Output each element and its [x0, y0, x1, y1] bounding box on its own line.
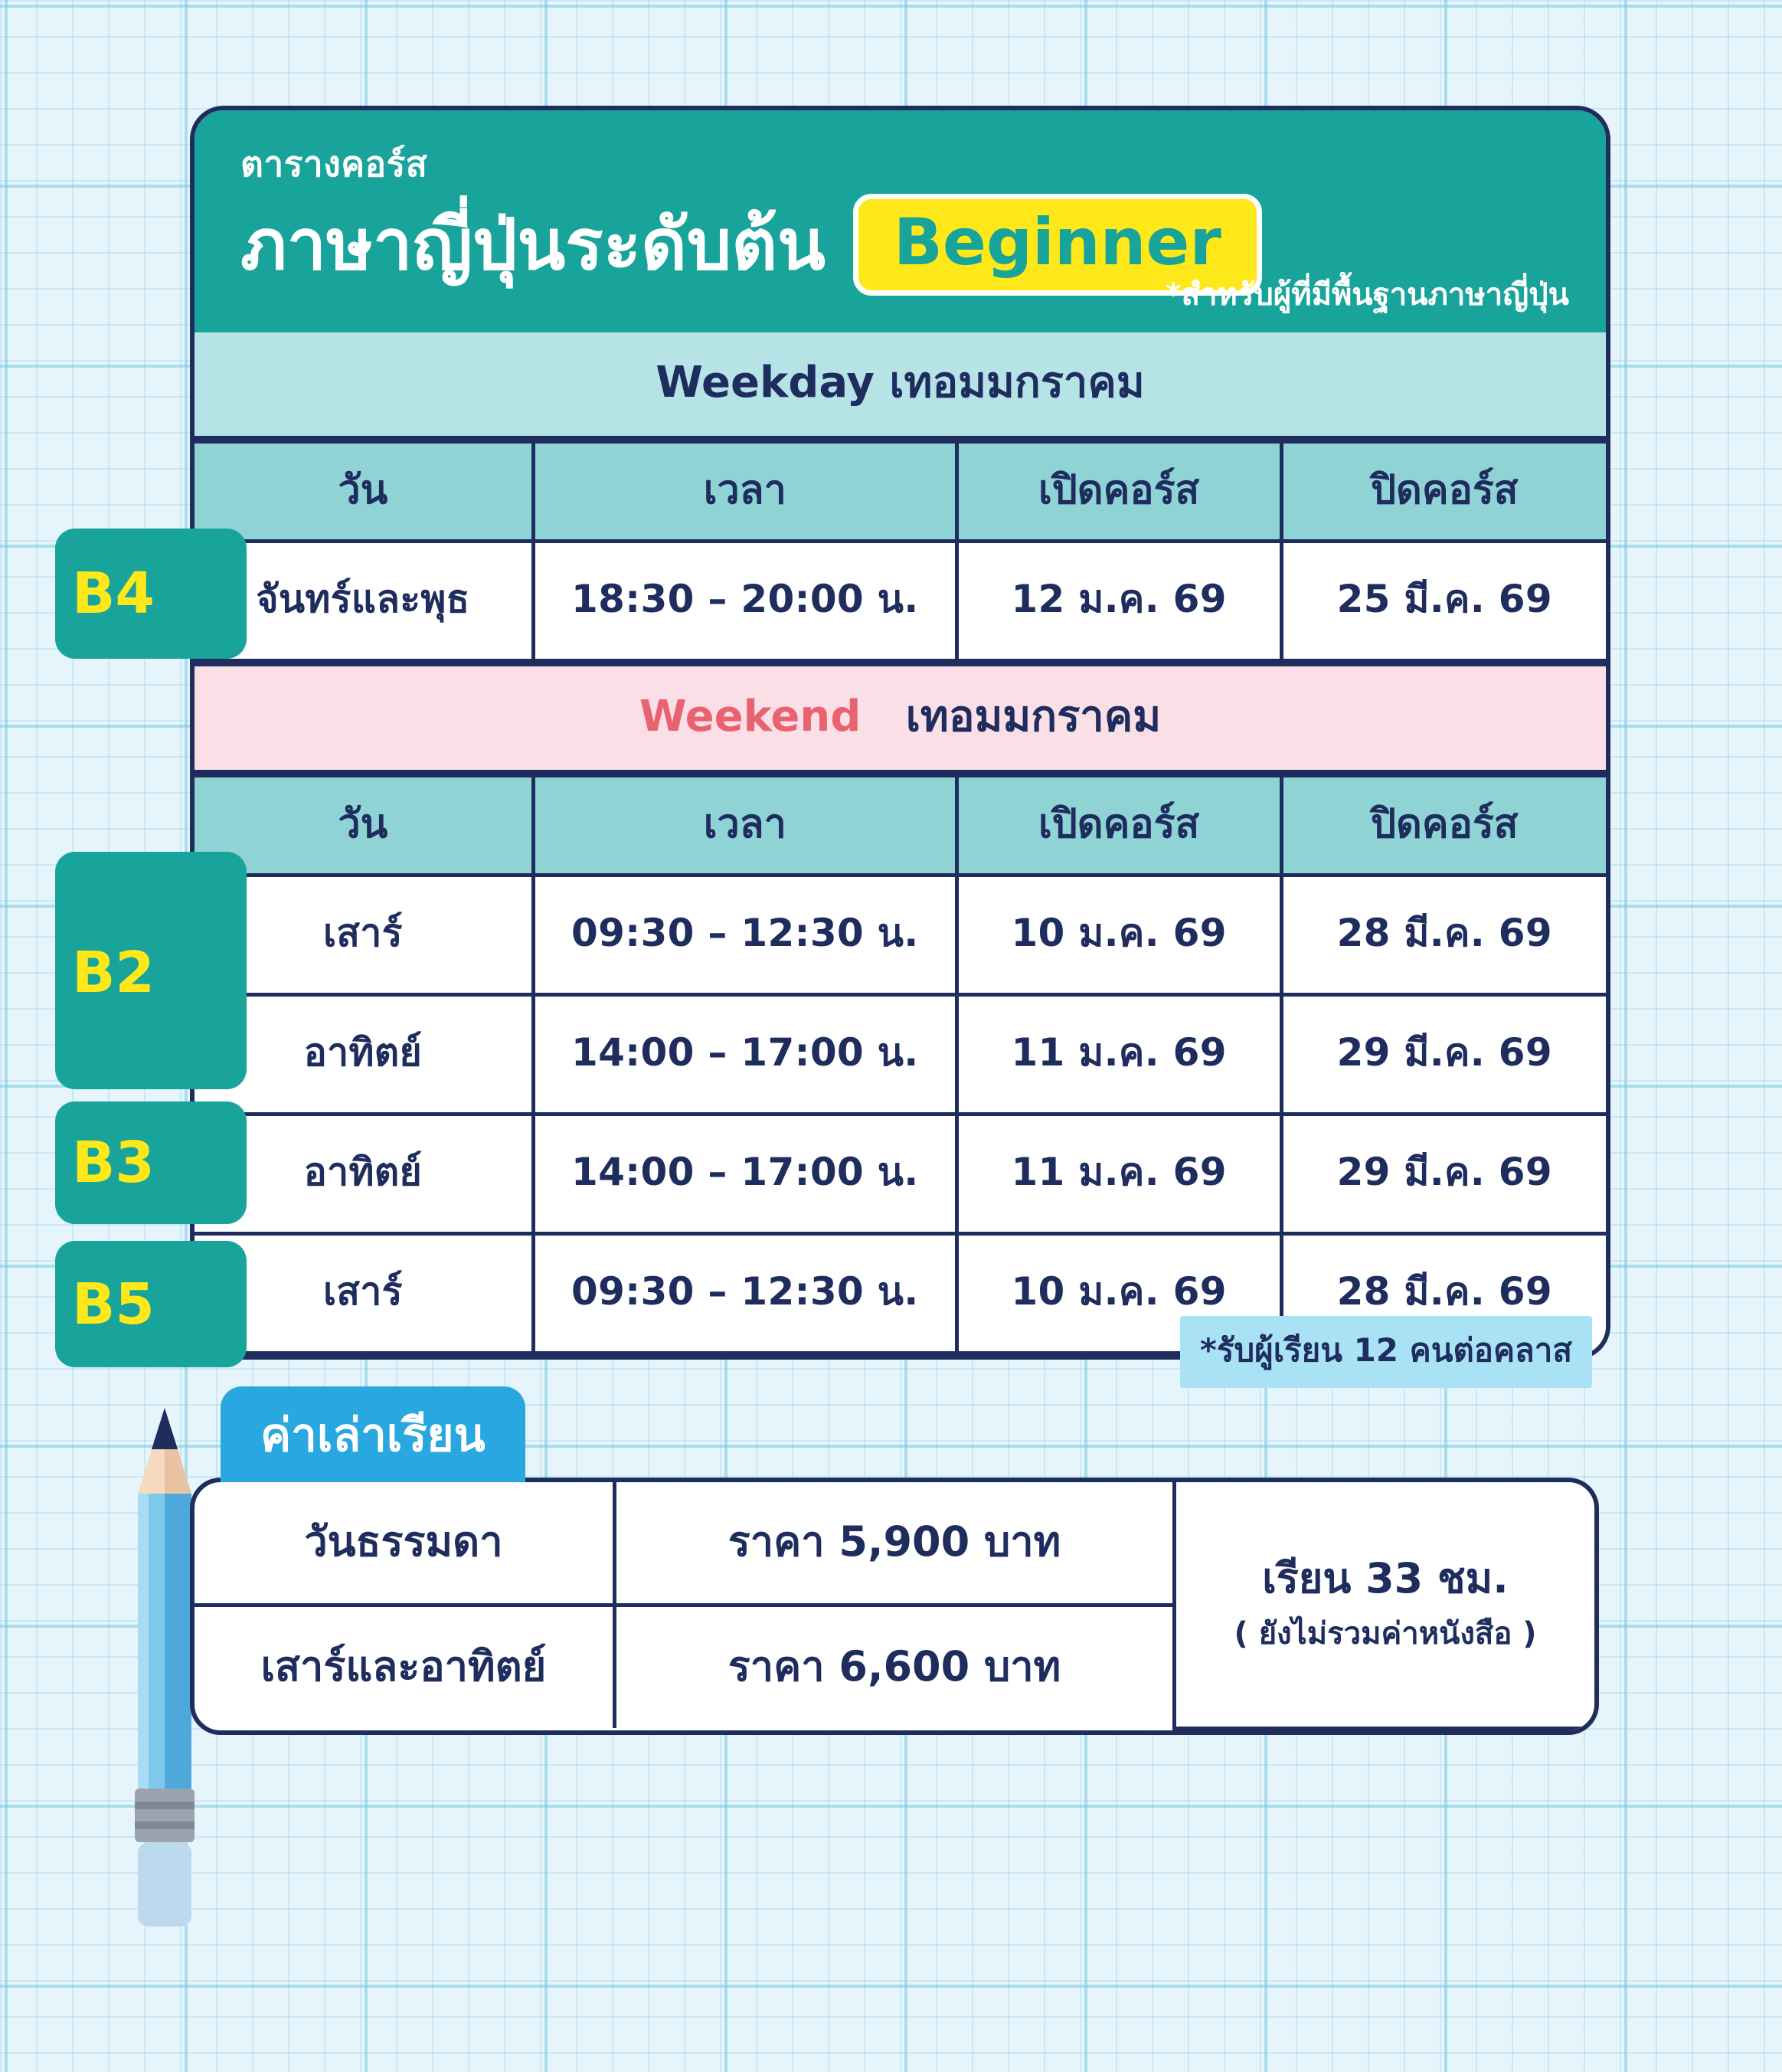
fee-type: เสาร์และอาทิตย์ — [195, 1606, 614, 1729]
cell-time: 14:00 – 17:00 น. — [533, 1115, 956, 1234]
column-header-open: เปิดคอร์ส — [956, 776, 1281, 876]
cell-open: 10 ม.ค. 69 — [956, 1234, 1281, 1354]
column-header-time: เวลา — [533, 776, 956, 876]
cell-close: 25 มี.ค. 69 — [1281, 542, 1606, 661]
cell-time: 09:30 – 12:30 น. — [533, 876, 956, 995]
cell-day: เสาร์ — [195, 876, 533, 995]
column-header-time: เวลา — [533, 442, 956, 542]
column-header-day: วัน — [195, 442, 533, 542]
schedule-card — [190, 106, 1610, 1360]
level-tab-label: B2 — [72, 940, 155, 1006]
level-tab-b3 — [55, 1101, 247, 1224]
cell-open: 12 ม.ค. 69 — [956, 542, 1281, 661]
level-tab-label: B3 — [72, 1130, 155, 1196]
cell-open: 10 ม.ค. 69 — [956, 876, 1281, 995]
table-row — [195, 1115, 1606, 1234]
cell-time: 09:30 – 12:30 น. — [533, 1234, 956, 1354]
weekday-band-en: Weekday — [656, 358, 875, 408]
column-header-open: เปิดคอร์ส — [956, 442, 1281, 542]
cell-open: 11 ม.ค. 69 — [956, 1115, 1281, 1234]
weekend-table — [195, 774, 1606, 1355]
cell-close: 28 มี.ค. 69 — [1281, 876, 1606, 995]
cell-close: 28 มี.ค. 69 — [1281, 1234, 1606, 1354]
weekend-band-th: เทอมมกราคม — [905, 692, 1162, 741]
cell-day: จันทร์และพุธ — [195, 542, 533, 661]
weekday-band — [195, 332, 1606, 440]
cell-close: 29 มี.ค. 69 — [1281, 995, 1606, 1115]
cell-close: 29 มี.ค. 69 — [1281, 1115, 1606, 1234]
level-tab-b2 — [55, 852, 247, 1089]
column-header-close: ปิดคอร์ส — [1281, 776, 1606, 876]
column-header-day: วัน — [195, 776, 533, 876]
cell-day: อาทิตย์ — [195, 1115, 533, 1234]
table-row — [195, 995, 1606, 1115]
fee-hours-note: ( ยังไม่รวมค่าหนังสือ ) — [1234, 1616, 1537, 1651]
level-tab-label: B4 — [72, 561, 155, 627]
fee-row — [195, 1482, 1594, 1606]
weekday-table — [195, 440, 1606, 663]
cell-day: อาทิตย์ — [195, 995, 533, 1115]
fee-type: วันธรรมดา — [195, 1482, 614, 1606]
header-note: *สำหรับผู้ที่มีพื้นฐานภาษาญี่ปุ่น — [1165, 277, 1569, 313]
cell-time: 18:30 – 20:00 น. — [533, 542, 956, 661]
weekday-band-th: เทอมมกราคม — [889, 358, 1145, 408]
cell-day: เสาร์ — [195, 1234, 533, 1354]
cell-time: 14:00 – 17:00 น. — [533, 995, 956, 1115]
level-tab-b4 — [55, 529, 247, 659]
fee-price: ราคา 6,600 บาท — [614, 1606, 1174, 1729]
capacity-note: *รับผู้เรียน 12 คนต่อคลาส — [1180, 1316, 1592, 1388]
fee-box — [190, 1478, 1599, 1735]
fee-price: ราคา 5,900 บาท — [614, 1482, 1174, 1606]
level-badge: Beginner — [853, 194, 1262, 296]
fee-section — [190, 1386, 1599, 1735]
page-title: ภาษาญี่ปุ่นระดับต้น — [240, 203, 826, 286]
card-header — [195, 110, 1606, 332]
header-eyebrow: ตารางคอร์ส — [240, 143, 428, 185]
weekday-header-row — [195, 442, 1606, 542]
weekend-band-en: Weekend — [639, 692, 862, 741]
fee-hours-cell — [1175, 1482, 1594, 1728]
table-row — [195, 876, 1606, 995]
level-tab-label: B5 — [72, 1271, 155, 1337]
weekend-header-row — [195, 776, 1606, 876]
fee-hours-value: เรียน 33 ชม. — [1262, 1553, 1509, 1602]
fee-table — [195, 1482, 1594, 1730]
table-row — [195, 542, 1606, 661]
fee-label: ค่าเล่าเรียน — [221, 1386, 525, 1482]
weekend-band — [195, 663, 1606, 774]
cell-open: 11 ม.ค. 69 — [956, 995, 1281, 1115]
column-header-close: ปิดคอร์ส — [1281, 442, 1606, 542]
level-tab-b5 — [55, 1241, 247, 1367]
